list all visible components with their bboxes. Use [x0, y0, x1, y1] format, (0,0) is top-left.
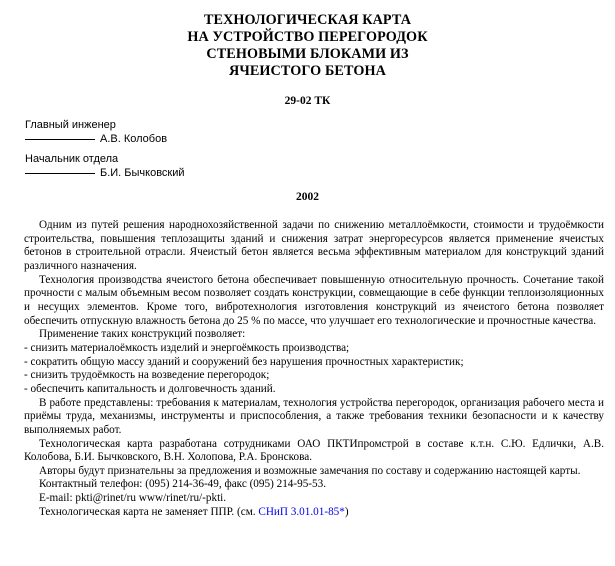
signature-department-head: [25, 152, 185, 180]
signature-position: Главный инженер: [25, 119, 116, 131]
document-code: 29-02 ТК: [284, 95, 331, 107]
list-item: - сократить общую массу зданий и сооружений без нарушения прочностных характеристик;: [24, 355, 464, 368]
list-item: - снизить материалоёмкость изделий и энергоёмкость производства;: [24, 341, 350, 354]
document-year: 2002: [296, 191, 319, 203]
paragraph-application: Применение таких конструкций позволяет:: [39, 328, 246, 341]
signature-line: [25, 139, 95, 140]
title-line: ЯЧЕИСТОГО БЕТОНА: [228, 63, 386, 79]
ppr-note-prefix: Технологическая карта не заменяет ППР. (см.: [39, 505, 259, 518]
ppr-note: [24, 506, 604, 520]
paragraph-technology: Технология производства ячеистого бетона обеспечивает повышенную относительную прочность. Сочетание такой прочности с малым объемным весом позволяет создать конструкции, совмещающие в себе функции теплоизоляционных и несущих элементов. Кроме того, вибротехнология изготовления конструкций из ячеистого бетона позволяет обеспечить отпускную влажность бетона до 25 % по массе, что улучшает его технологические и прочностные качества.: [24, 273, 604, 327]
title-line: НА УСТРОЙСТВО ПЕРЕГОРОДОК: [187, 29, 428, 45]
signature-name: Б.И. Бычковский: [100, 167, 185, 179]
paragraph-intro: Одним из путей решения народнохозяйственной задачи по снижению металлоёмкости, стоимости и трудоёмкости строительства, повышения теплозащиты зданий и снижения затрат энергоресурсов является применение ячеистых бетонов в строительной отрасли. Ячеистый бетон является весьма эффективным материалом для конструкций зданий различного назначения.: [24, 219, 604, 272]
signature-position: Начальник отдела: [25, 153, 119, 165]
paragraph-authors: Технологическая карта разработана сотрудниками ОАО ПКТИпромстрой в составе к.т.н. С.Ю. Едлички, А.В. Колобова, Б.И. Бычковского, В.Н. Холопова, Р.А. Бронскова.: [24, 437, 604, 464]
snip-link[interactable]: СНиП 3.01.01-85*: [258, 505, 345, 518]
title-line: СТЕНОВЫМИ БЛОКАМИ ИЗ: [206, 46, 409, 62]
signature-chief-engineer: [25, 118, 167, 146]
contact-email: E-mail: pkti@rinet/ru www/rinet/ru/-pkti.: [39, 492, 227, 505]
contact-phone: Контактный телефон: (095) 214-36-49, факс (095) 214-95-53.: [39, 478, 327, 491]
list-item: - снизить трудоёмкость на возведение перегородок;: [24, 369, 270, 382]
paragraph-contents: В работе представлены: требования к материалам, технология устройства перегородок, организация рабочего места и приёмы труда, механизмы, инструменты и приспособления, а также требования техники безопасности и к качеству выполняемых работ.: [24, 396, 604, 436]
paragraph-feedback: Авторы будут признательны за предложения и возможные замечания по составу и содержанию настоящей карты.: [39, 464, 581, 477]
ppr-note-suffix: ): [344, 505, 349, 518]
signature-name: А.В. Колобов: [100, 133, 168, 145]
document-title: [0, 12, 615, 80]
signature-line: [25, 173, 95, 174]
title-line: ТЕХНОЛОГИЧЕСКАЯ КАРТА: [203, 12, 412, 28]
document-body: [24, 219, 604, 519]
list-item: - обеспечить капитальность и долговечность зданий.: [24, 382, 276, 395]
